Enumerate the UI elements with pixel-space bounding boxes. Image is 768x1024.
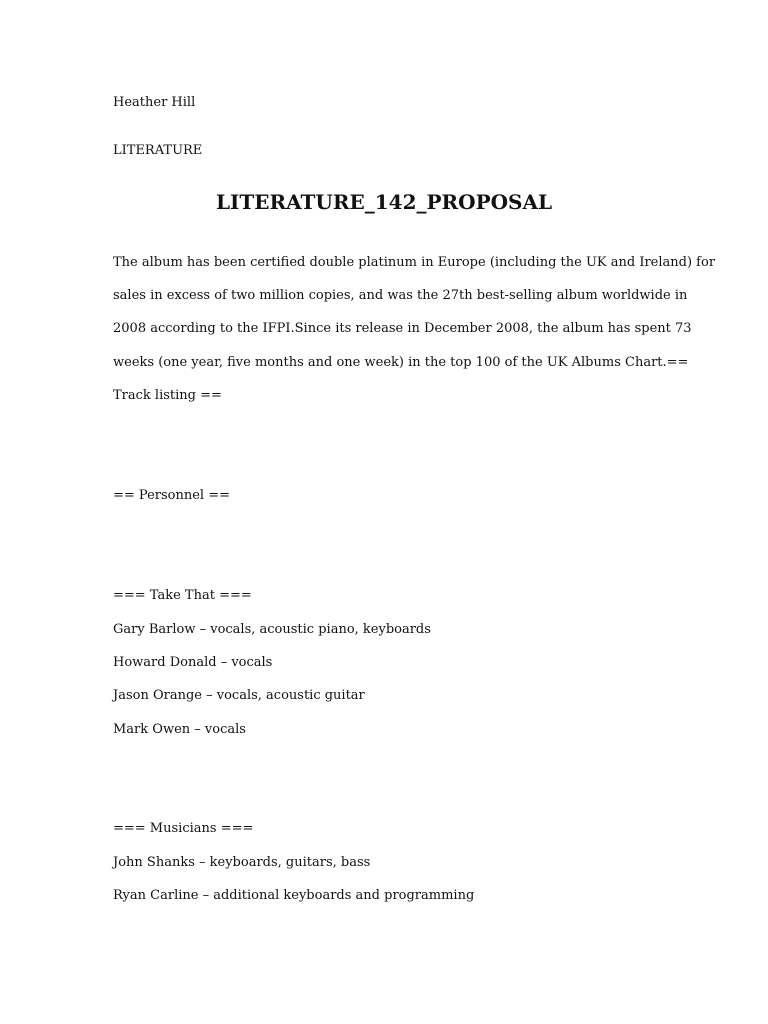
- document-title: LITERATURE_142_PROPOSAL: [215, 190, 553, 214]
- author-name: Heather Hill: [113, 95, 196, 110]
- member-line: Mark Owen – vocals: [113, 722, 246, 737]
- member-line: Jason Orange – vocals, acoustic guitar: [113, 688, 365, 703]
- course-name: LITERATURE: [113, 143, 203, 158]
- paragraph-line: 2008 according to the IFPI.Since its release in December 2008, the album has spent 73: [113, 321, 692, 336]
- musician-line: Ryan Carline – additional keyboards and programming: [113, 888, 475, 903]
- member-line: Howard Donald – vocals: [113, 655, 273, 670]
- paragraph-line: weeks (one year, five months and one week) in the top 100 of the UK Albums Chart.==: [113, 355, 689, 370]
- paragraph-line: The album has been certified double platinum in Europe (including the UK and Ireland) for: [113, 255, 716, 270]
- member-line: Gary Barlow – vocals, acoustic piano, keyboards: [113, 622, 431, 637]
- paragraph-line: Track listing ==: [113, 388, 222, 403]
- musician-line: John Shanks – keyboards, guitars, bass: [113, 855, 371, 870]
- personnel-heading: == Personnel ==: [113, 488, 230, 503]
- musicians-heading: === Musicians ===: [113, 821, 254, 836]
- paragraph-line: sales in excess of two million copies, and was the 27th best-selling album worldwide in: [113, 288, 688, 303]
- take-that-heading: === Take That ===: [113, 588, 252, 603]
